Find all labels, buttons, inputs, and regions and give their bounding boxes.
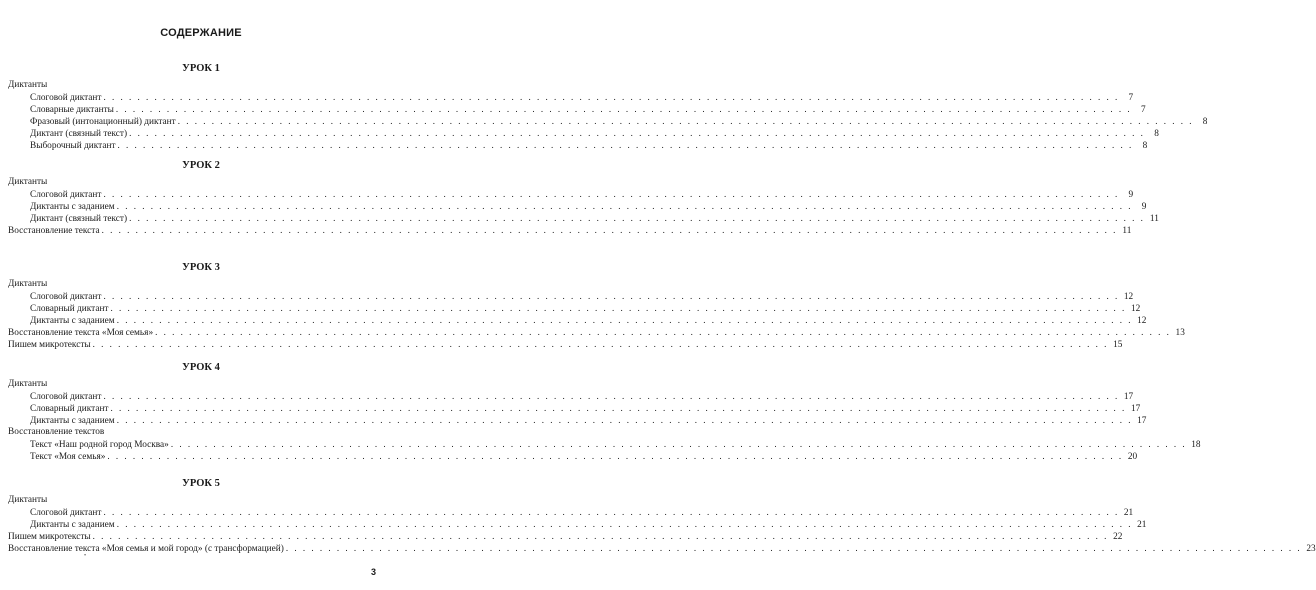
- toc-entry-page: 17: [1137, 416, 1147, 426]
- toc-entry-page: 17: [1123, 392, 1134, 402]
- toc-entry: [30, 506, 1134, 518]
- toc-entry-page: 22: [1113, 532, 1123, 542]
- toc-entry-page: 11: [1122, 226, 1132, 236]
- toc-entry: [8, 338, 1123, 350]
- toc-entry-title: Диктант (связный текст): [30, 214, 128, 224]
- toc-entry: [8, 542, 1316, 554]
- dot-leader: . . . . . . . . . . . . . . . . . . . . . . . . . . . . . . . . . . . . . . . . . . . . . . . . . . . . . . . . . . . . . . . . . . . . . . . . . . . . . . . . . . . . . . . . . . . . . . . . . . . . . . . . . . . . . . . . . . . . . . . .: [103, 391, 1120, 401]
- dot-leader: . . . . . . . . . . . . . . . . . . . . . . . . . . . . . . . . . . . . . . . . . . . . . . . . . . . . . . . . . . . . . . . . . . . . . . . . . . . . . . . . . . . . . . . . . . . . . . . . . . . . . . . . . . . . . . . . . . . . . . . .: [129, 128, 1145, 138]
- toc-entry-title: Пишем микротексты: [8, 340, 91, 350]
- toc-entry-page: 21: [1123, 508, 1134, 518]
- page-title: СОДЕРЖАНИЕ: [160, 27, 242, 39]
- toc-entry: [30, 200, 1147, 212]
- toc-entry-title: Диктанты с заданием: [30, 316, 115, 326]
- section-heading: Диктанты: [8, 279, 48, 289]
- toc-entry-title: Слоговой диктант: [30, 292, 102, 302]
- dot-leader: . . . . . . . . . . . . . . . . . . . . . . . . . . . . . . . . . . . . . . . . . . . . . . . . . . . . . . . . . . . . . . . . . . . . . . . . . . . . . . . . . . . . . . . . . . . . . . . . . . . . . . . . . . . . . . . . . . . . . . . .: [117, 140, 1134, 150]
- dot-leader: . . . . . . . . . . . . . . . . . . . . . . . . . . . . . . . . . . . . . . . . . . . . . . . . . . . . . . . . . . . . . . . . . . . . . . . . . . . . . . . . . . . . . . . . . . . . . . . . . . . . . . . . . . . . . . . . . . . . . . . .: [103, 92, 1120, 102]
- section-heading: Диктанты: [8, 379, 48, 389]
- print-mark: •: [84, 553, 87, 559]
- toc-entry-title: Словарный диктант: [30, 304, 109, 314]
- toc-entry-page: 7: [1128, 93, 1134, 103]
- toc-entry-title: Слоговой диктант: [30, 93, 102, 103]
- toc-entry-page: 9: [1141, 202, 1147, 212]
- toc-entry: [8, 224, 1132, 236]
- toc-entry: [30, 212, 1159, 224]
- lesson-heading: УРОК 4: [182, 362, 220, 373]
- toc-entry-title: Фразовый (интонационный) диктант: [30, 117, 176, 127]
- toc-entry: [30, 450, 1138, 462]
- section-heading: Диктанты: [8, 80, 48, 90]
- toc-entry-page: 17: [1130, 404, 1141, 414]
- dot-leader: . . . . . . . . . . . . . . . . . . . . . . . . . . . . . . . . . . . . . . . . . . . . . . . . . . . . . . . . . . . . . . . . . . . . . . . . . . . . . . . . . . . . . . . . . . . . . . . . . . . . . . . . . . . . . . . . . . . . . . . .: [177, 116, 1194, 126]
- toc-entry-title: Диктант (связный текст): [30, 129, 128, 139]
- page-number: 3: [370, 567, 376, 577]
- lesson-heading: УРОК 3: [182, 262, 220, 273]
- dot-leader: . . . . . . . . . . . . . . . . . . . . . . . . . . . . . . . . . . . . . . . . . . . . . . . . . . . . . . . . . . . . . . . . . . . . . . . . . . . . . . . . . . . . . . . . . . . . . . . . . . . . . . . . . . . . . . . . . . . . . . . .: [101, 225, 1118, 235]
- lesson-heading: УРОК 1: [182, 63, 220, 74]
- toc-entry-title: Диктанты с заданием: [30, 520, 115, 530]
- toc-entry-page: 8: [1142, 141, 1148, 151]
- dot-leader: . . . . . . . . . . . . . . . . . . . . . . . . . . . . . . . . . . . . . . . . . . . . . . . . . . . . . . . . . . . . . . . . . . . . . . . . . . . . . . . . . . . . . . . . . . . . . . . . . . . . . . . . . . . . . . . . . . . . . . . .: [155, 327, 1171, 337]
- toc-entry: [30, 402, 1141, 414]
- dot-leader: . . . . . . . . . . . . . . . . . . . . . . . . . . . . . . . . . . . . . . . . . . . . . . . . . . . . . . . . . . . . . . . . . . . . . . . . . . . . . . . . . . . . . . . . . . . . . . . . . . . . . . . . . . . . . . . . . . . . . . . .: [103, 291, 1120, 301]
- section-heading: Восстановление текстов: [8, 427, 105, 437]
- toc-entry: [30, 390, 1134, 402]
- toc-entry-title: Выборочный диктант: [30, 141, 116, 151]
- toc-entry: [30, 518, 1147, 530]
- dot-leader: . . . . . . . . . . . . . . . . . . . . . . . . . . . . . . . . . . . . . . . . . . . . . . . . . . . . . . . . . . . . . . . . . . . . . . . . . . . . . . . . . . . . . . . . . . . . . . . . . . . . . . . . . . . . . . . . . . . . . . . .: [110, 403, 1127, 413]
- toc-entry-page: 21: [1137, 520, 1147, 530]
- toc-entry-page: 12: [1137, 316, 1147, 326]
- toc-entry-title: Слоговой диктант: [30, 392, 102, 402]
- toc-entry: [8, 326, 1185, 338]
- section-heading: Диктанты: [8, 495, 48, 505]
- toc-entry-page: 8: [1154, 129, 1159, 139]
- toc-entry-title: Пишем микротексты: [8, 532, 91, 542]
- dot-leader: . . . . . . . . . . . . . . . . . . . . . . . . . . . . . . . . . . . . . . . . . . . . . . . . . . . . . . . . . . . . . . . . . . . . . . . . . . . . . . . . . . . . . . . . . . . . . . . . . . . . . . . . . . . . . . . . . . . . . . . .: [92, 531, 1109, 541]
- dot-leader: . . . . . . . . . . . . . . . . . . . . . . . . . . . . . . . . . . . . . . . . . . . . . . . . . . . . . . . . . . . . . . . . . . . . . . . . . . . . . . . . . . . . . . . . . . . . . . . . . . . . . . . . . . . . . . . . . . . . . . . .: [116, 415, 1133, 425]
- dot-leader: . . . . . . . . . . . . . . . . . . . . . . . . . . . . . . . . . . . . . . . . . . . . . . . . . . . . . . . . . . . . . . . . . . . . . . . . . . . . . . . . . . . . . . . . . . . . . . . . . . . . . . . . . . . . . . . . . . . . . . . .: [107, 451, 1124, 461]
- toc-entry: [30, 290, 1134, 302]
- toc-entry: [30, 314, 1147, 326]
- toc-entry-page: 13: [1175, 328, 1185, 338]
- section-heading: Диктанты: [8, 177, 48, 187]
- lesson-heading: УРОК 2: [182, 160, 220, 171]
- dot-leader: . . . . . . . . . . . . . . . . . . . . . . . . . . . . . . . . . . . . . . . . . . . . . . . . . . . . . . . . . . . . . . . . . . . . . . . . . . . . . . . . . . . . . . . . . . . . . . . . . . . . . . . . . . . . . . . . . . . . . . . .: [103, 507, 1120, 517]
- dot-leader: . . . . . . . . . . . . . . . . . . . . . . . . . . . . . . . . . . . . . . . . . . . . . . . . . . . . . . . . . . . . . . . . . . . . . . . . . . . . . . . . . . . . . . . . . . . . . . . . . . . . . . . . . . . . . . . . . . . . . . . .: [116, 519, 1133, 529]
- toc-entry-page: 20: [1127, 452, 1138, 462]
- dot-leader: . . . . . . . . . . . . . . . . . . . . . . . . . . . . . . . . . . . . . . . . . . . . . . . . . . . . . . . . . . . . . . . . . . . . . . . . . . . . . . . . . . . . . . . . . . . . . . . . . . . . . . . . . . . . . . . . . . . . . . . .: [285, 543, 1302, 553]
- toc-entry-page: 12: [1130, 304, 1141, 314]
- toc-entry-page: 8: [1202, 117, 1208, 127]
- toc-entry-page: 12: [1123, 292, 1134, 302]
- toc-entry-title: Слоговой диктант: [30, 508, 102, 518]
- toc-entry: [30, 91, 1134, 103]
- toc-entry: [30, 103, 1146, 115]
- dot-leader: . . . . . . . . . . . . . . . . . . . . . . . . . . . . . . . . . . . . . . . . . . . . . . . . . . . . . . . . . . . . . . . . . . . . . . . . . . . . . . . . . . . . . . . . . . . . . . . . . . . . . . . . . . . . . . . . . . . . . . . .: [110, 303, 1127, 313]
- toc-entry: [30, 115, 1208, 127]
- lesson-heading: УРОК 5: [182, 478, 220, 489]
- toc-entry: [30, 139, 1148, 151]
- toc-entry-title: Текст «Моя семья»: [30, 452, 106, 462]
- dot-leader: . . . . . . . . . . . . . . . . . . . . . . . . . . . . . . . . . . . . . . . . . . . . . . . . . . . . . . . . . . . . . . . . . . . . . . . . . . . . . . . . . . . . . . . . . . . . . . . . . . . . . . . . . . . . . . . . . . . . . . . .: [170, 439, 1187, 449]
- toc-entry-title: Словарный диктант: [30, 404, 109, 414]
- toc-entry-title: Диктанты с заданием: [30, 202, 115, 212]
- dot-leader: . . . . . . . . . . . . . . . . . . . . . . . . . . . . . . . . . . . . . . . . . . . . . . . . . . . . . . . . . . . . . . . . . . . . . . . . . . . . . . . . . . . . . . . . . . . . . . . . . . . . . . . . . . . . . . . . . . . . . . . .: [103, 189, 1120, 199]
- toc-entry: [30, 438, 1201, 450]
- toc-entry-title: Текст «Наш родной город Москва»: [30, 440, 169, 450]
- toc-entry-page: 18: [1191, 440, 1201, 450]
- toc-entry-title: Словарные диктанты: [30, 105, 114, 115]
- toc-entry: [8, 530, 1123, 542]
- toc-entry-page: 15: [1113, 340, 1123, 350]
- toc-entry: [30, 188, 1134, 200]
- toc-entry-title: Восстановление текста «Моя семья»: [8, 328, 154, 338]
- toc-entry-page: 7: [1140, 105, 1146, 115]
- toc-entry-page: 11: [1149, 214, 1159, 224]
- dot-leader: . . . . . . . . . . . . . . . . . . . . . . . . . . . . . . . . . . . . . . . . . . . . . . . . . . . . . . . . . . . . . . . . . . . . . . . . . . . . . . . . . . . . . . . . . . . . . . . . . . . . . . . . . . . . . . . . . . . . . . . .: [115, 104, 1132, 114]
- toc-entry: [30, 127, 1159, 139]
- dot-leader: . . . . . . . . . . . . . . . . . . . . . . . . . . . . . . . . . . . . . . . . . . . . . . . . . . . . . . . . . . . . . . . . . . . . . . . . . . . . . . . . . . . . . . . . . . . . . . . . . . . . . . . . . . . . . . . . . . . . . . . .: [129, 213, 1145, 223]
- toc-entry: [30, 414, 1147, 426]
- toc-entry-page: 9: [1128, 190, 1134, 200]
- dot-leader: . . . . . . . . . . . . . . . . . . . . . . . . . . . . . . . . . . . . . . . . . . . . . . . . . . . . . . . . . . . . . . . . . . . . . . . . . . . . . . . . . . . . . . . . . . . . . . . . . . . . . . . . . . . . . . . . . . . . . . . .: [116, 201, 1133, 211]
- toc-entry-page: 23: [1306, 544, 1316, 554]
- toc-entry-title: Диктанты с заданием: [30, 416, 115, 426]
- toc-entry-title: Восстановление текста: [8, 226, 100, 236]
- toc-entry-title: Восстановление текста «Моя семья и мой город» (с трансформацией): [8, 544, 284, 554]
- dot-leader: . . . . . . . . . . . . . . . . . . . . . . . . . . . . . . . . . . . . . . . . . . . . . . . . . . . . . . . . . . . . . . . . . . . . . . . . . . . . . . . . . . . . . . . . . . . . . . . . . . . . . . . . . . . . . . . . . . . . . . . .: [116, 315, 1133, 325]
- dot-leader: . . . . . . . . . . . . . . . . . . . . . . . . . . . . . . . . . . . . . . . . . . . . . . . . . . . . . . . . . . . . . . . . . . . . . . . . . . . . . . . . . . . . . . . . . . . . . . . . . . . . . . . . . . . . . . . . . . . . . . . .: [92, 339, 1109, 349]
- toc-entry-title: Слоговой диктант: [30, 190, 102, 200]
- toc-entry: [30, 302, 1141, 314]
